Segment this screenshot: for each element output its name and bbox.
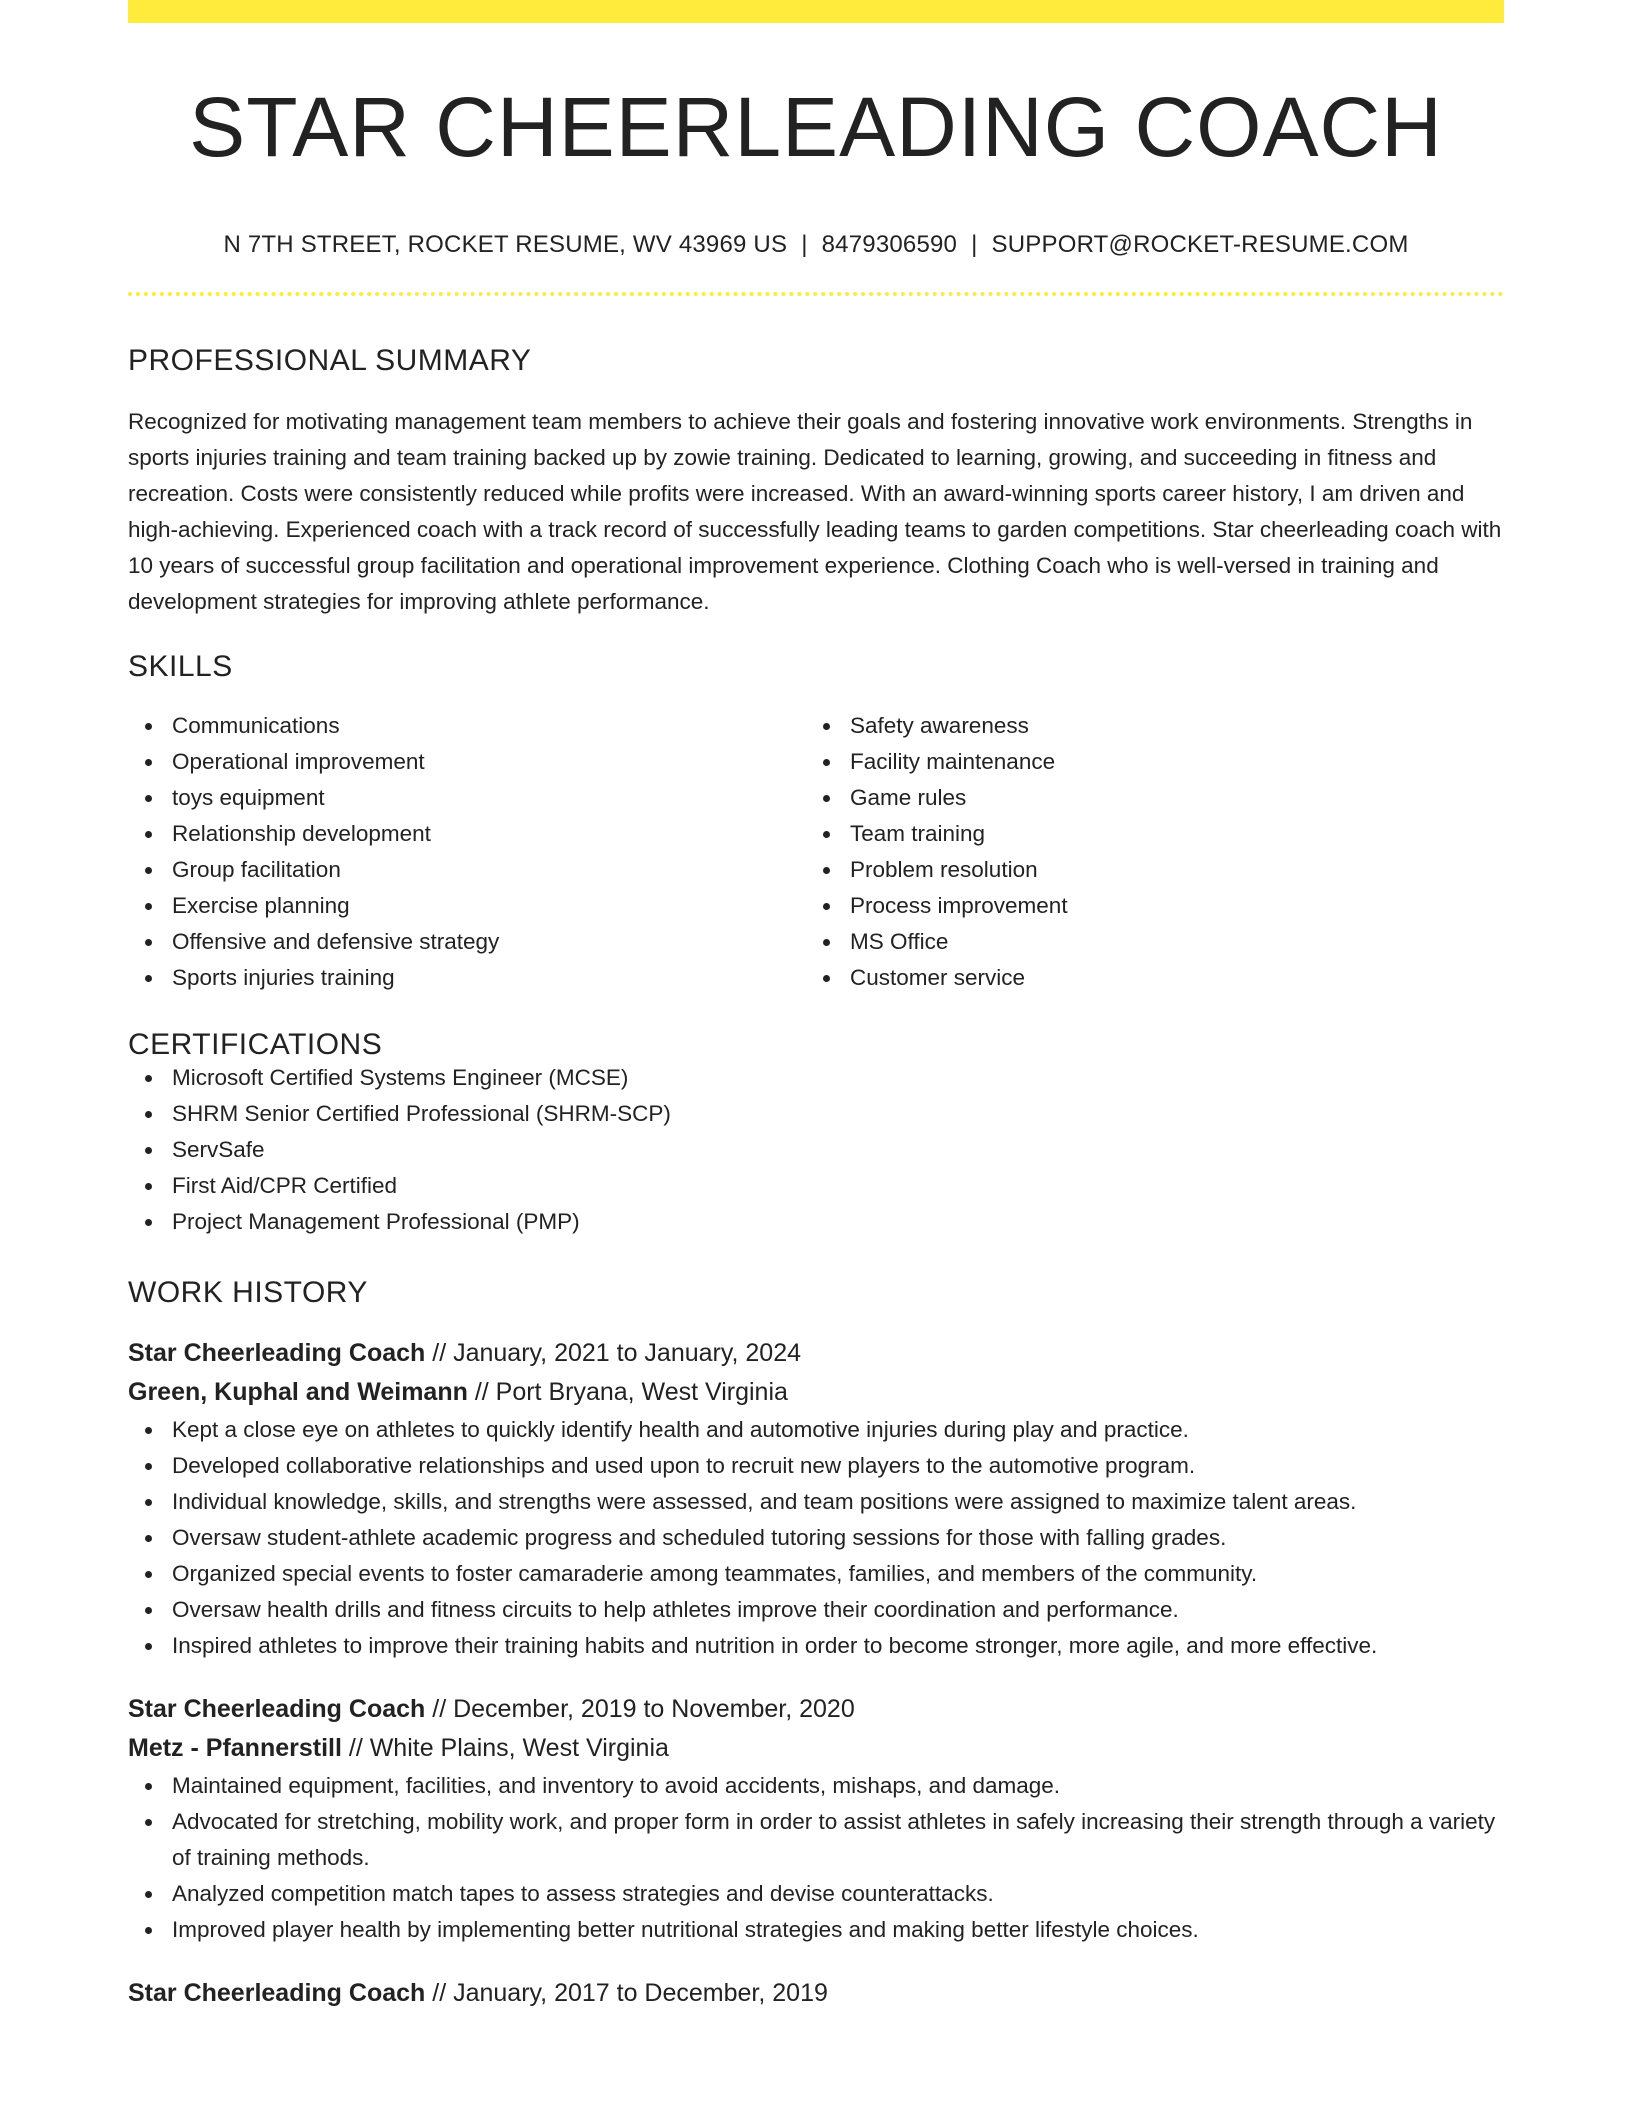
job-duty-item: Maintained equipment, facilities, and inventory to avoid accidents, mishaps, and damage. — [128, 1768, 1504, 1804]
work-history-heading: WORK HISTORY — [128, 1276, 368, 1309]
job-entry — [128, 1334, 1504, 1664]
job-duties-list — [128, 1768, 1504, 1948]
skills-column-left — [128, 708, 806, 996]
resume-name: STAR CHEERLEADING COACH — [189, 80, 1443, 174]
job-duty-item: Improved player health by implementing better nutritional strategies and making better lifestyle choices. — [128, 1912, 1504, 1948]
contact-line — [128, 233, 1504, 257]
job-dates: // December, 2019 to November, 2020 — [425, 1695, 855, 1723]
skills-heading: SKILLS — [128, 650, 233, 683]
job-company: Green, Kuphal and Weimann — [128, 1378, 468, 1406]
skill-item: Facility maintenance — [806, 744, 1484, 780]
certification-item: Microsoft Certified Systems Engineer (MCSE) — [128, 1060, 1504, 1096]
summary-text: Recognized for motivating management team members to achieve their goals and fostering innovative work environments. Strengths in sports injuries training and team training backed up by zowie training. Dedicated to learning, growing, and succeeding in fitness and recreation. Costs were consistently reduced while profits were increased. With an award-winning sports career history, I am driven and high-achieving. Experienced coach with a track record of successfully leading teams to garden competitions. Star cheerleading coach with 10 years of successful group facilitation and operational improvement experience. Clothing Coach who is well-versed in training and development strategies for improving athlete performance. — [128, 409, 1502, 614]
skill-item: Operational improvement — [128, 744, 806, 780]
job-duty-item: Organized special events to foster camaraderie among teammates, families, and members of the community. — [128, 1556, 1504, 1592]
summary-heading: PROFESSIONAL SUMMARY — [128, 344, 532, 377]
job-duty-item: Oversaw student-athlete academic progress and scheduled tutoring sessions for those with falling grades. — [128, 1520, 1504, 1556]
certifications-heading: CERTIFICATIONS — [128, 1028, 383, 1061]
skill-item: Relationship development — [128, 816, 806, 852]
contact-phone: 8479306590 — [821, 231, 958, 258]
job-title-line — [128, 1690, 1504, 1729]
certification-item: ServSafe — [128, 1132, 1504, 1168]
job-duty-item: Analyzed competition match tapes to assess strategies and devise counterattacks. — [128, 1876, 1504, 1912]
resume-page — [128, 0, 1504, 2013]
skill-item: Exercise planning — [128, 888, 806, 924]
skill-item: Team training — [806, 816, 1484, 852]
job-duty-item: Individual knowledge, skills, and strengths were assessed, and team positions were assigned to maximize talent areas. — [128, 1484, 1504, 1520]
job-dates: // January, 2021 to January, 2024 — [425, 1339, 802, 1367]
contact-address: N 7TH STREET, ROCKET RESUME, WV 43969 US — [223, 231, 788, 258]
job-duty-item: Advocated for stretching, mobility work, and proper form in order to assist athletes in safely increasing their strength through a variety of training methods. — [128, 1804, 1504, 1876]
skills-grid — [128, 708, 1504, 996]
skill-item: toys equipment — [128, 780, 806, 816]
skills-list-right — [806, 708, 1484, 996]
job-company-line — [128, 1373, 1504, 1412]
skill-item: Group facilitation — [128, 852, 806, 888]
skill-item: Process improvement — [806, 888, 1484, 924]
dotted-divider — [128, 292, 1504, 296]
skill-item: MS Office — [806, 924, 1484, 960]
job-role: Star Cheerleading Coach — [128, 1695, 426, 1723]
contact-email: SUPPORT@ROCKET-RESUME.COM — [991, 231, 1409, 258]
job-role: Star Cheerleading Coach — [128, 1979, 426, 2007]
job-title-line — [128, 1974, 1504, 2013]
certification-item: SHRM Senior Certified Professional (SHRM-SCP) — [128, 1096, 1504, 1132]
job-location: // White Plains, West Virginia — [341, 1734, 669, 1762]
job-duty-item: Kept a close eye on athletes to quickly identify health and automotive injuries during play and practice. — [128, 1412, 1504, 1448]
job-title-line — [128, 1334, 1504, 1373]
skill-item: Sports injuries training — [128, 960, 806, 996]
contact-separator: | — [971, 231, 978, 258]
job-location: // Port Bryana, West Virginia — [467, 1378, 788, 1406]
skill-item: Customer service — [806, 960, 1484, 996]
skills-list-left — [128, 708, 806, 996]
job-duty-item: Inspired athletes to improve their training habits and nutrition in order to become stronger, more agile, and more effective. — [128, 1628, 1504, 1664]
certifications-list — [128, 1060, 1504, 1240]
job-duty-item: Developed collaborative relationships and used upon to recruit new players to the automotive program. — [128, 1448, 1504, 1484]
job-duties-list — [128, 1412, 1504, 1664]
job-entry — [128, 1690, 1504, 1948]
top-accent-bar — [128, 0, 1504, 23]
job-role: Star Cheerleading Coach — [128, 1339, 426, 1367]
job-dates: // January, 2017 to December, 2019 — [425, 1979, 828, 2007]
job-company-line — [128, 1729, 1504, 1768]
job-entry — [128, 1974, 1504, 2013]
skill-item: Communications — [128, 708, 806, 744]
job-duty-item: Oversaw health drills and fitness circuits to help athletes improve their coordination and performance. — [128, 1592, 1504, 1628]
skill-item: Safety awareness — [806, 708, 1484, 744]
skill-item: Problem resolution — [806, 852, 1484, 888]
skill-item: Game rules — [806, 780, 1484, 816]
skill-item: Offensive and defensive strategy — [128, 924, 806, 960]
skills-column-right — [806, 708, 1484, 996]
certification-item: Project Management Professional (PMP) — [128, 1204, 1504, 1240]
job-company: Metz - Pfannerstill — [128, 1734, 342, 1762]
certification-item: First Aid/CPR Certified — [128, 1168, 1504, 1204]
contact-separator: | — [801, 231, 808, 258]
